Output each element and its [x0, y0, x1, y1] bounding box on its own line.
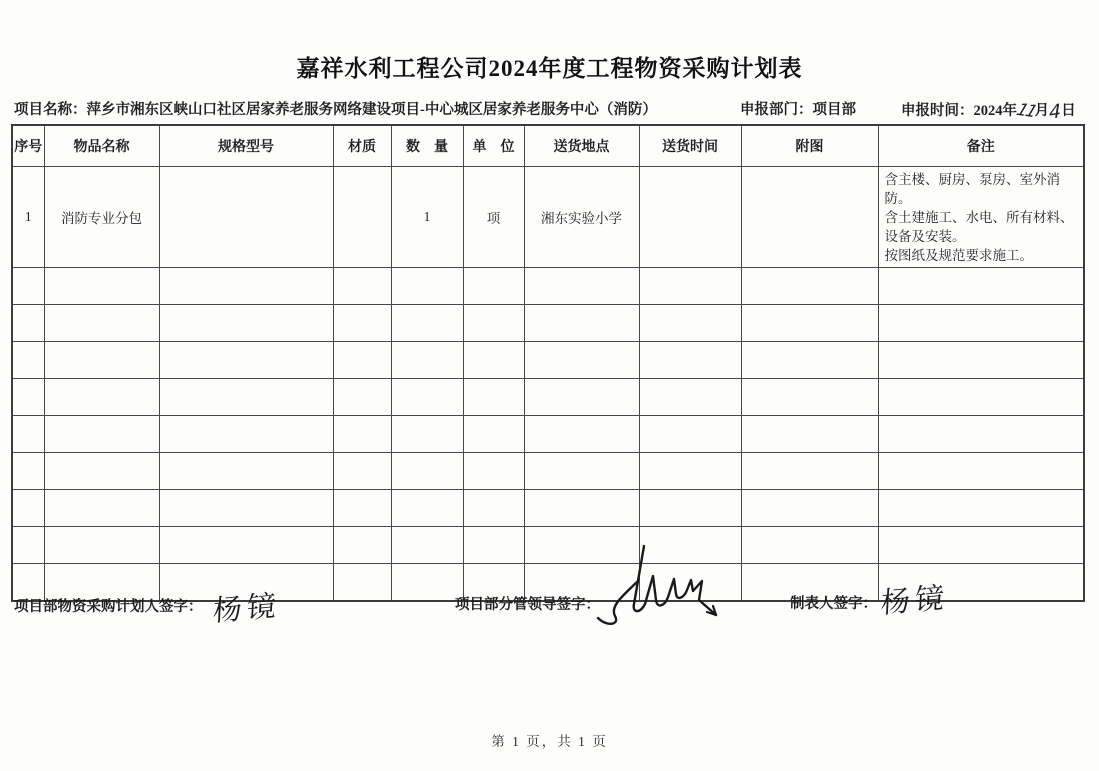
planner-signature-label: 项目部物资采购计划人签字：: [14, 599, 203, 615]
empty-cell: [463, 268, 524, 305]
empty-table-row: [12, 379, 1084, 416]
empty-cell: [391, 342, 463, 379]
empty-cell: [12, 305, 44, 342]
cell-location: 湘东实验小学: [524, 166, 639, 268]
empty-table-row: [12, 453, 1084, 490]
date-day-unit: 日: [1061, 103, 1076, 119]
cell-spec: [159, 166, 333, 268]
empty-cell: [741, 379, 878, 416]
empty-cell: [639, 416, 741, 453]
empty-cell: [391, 305, 463, 342]
cell-time: [639, 166, 741, 268]
empty-cell: [391, 268, 463, 305]
empty-cell: [463, 453, 524, 490]
empty-cell: [463, 416, 524, 453]
empty-table-row: [12, 416, 1084, 453]
empty-cell: [639, 490, 741, 527]
empty-cell: [333, 564, 391, 601]
cell-item-name: 消防专业分包: [44, 166, 159, 268]
empty-cell: [12, 527, 44, 564]
empty-cell: [524, 490, 639, 527]
date-label: 申报时间：: [901, 103, 974, 119]
date-month-unit: 月: [1034, 103, 1050, 119]
empty-cell: [639, 453, 741, 490]
empty-cell: [463, 305, 524, 342]
empty-cell: [333, 379, 391, 416]
empty-cell: [159, 268, 333, 305]
empty-table-row: [12, 342, 1084, 379]
project-name-value: 萍乡市湘东区峡山口社区居家养老服务网络建设项目-中心城区居家养老服务中心（消防）: [86, 102, 657, 118]
empty-table-row: [12, 490, 1084, 527]
empty-cell: [741, 305, 878, 342]
empty-cell: [741, 268, 878, 305]
empty-cell: [878, 416, 1084, 453]
empty-cell: [333, 342, 391, 379]
empty-cell: [524, 453, 639, 490]
empty-cell: [639, 342, 741, 379]
empty-cell: [44, 305, 159, 342]
empty-cell: [741, 527, 878, 564]
header-time: 送货时间: [639, 125, 741, 166]
header-qty: 数 量: [391, 125, 463, 166]
project-name-label: 项目名称：: [14, 102, 87, 118]
header-attachment: 附图: [741, 125, 878, 166]
empty-cell: [44, 379, 159, 416]
page-number: 第 1 页，共 1 页: [491, 734, 608, 749]
remark-line: 按图纸及规范要求施工。: [884, 248, 1033, 264]
empty-table-row: [12, 305, 1084, 342]
empty-cell: [333, 527, 391, 564]
empty-cell: [391, 379, 463, 416]
empty-cell: [878, 453, 1084, 490]
cell-qty: 1: [391, 166, 463, 268]
table-body: [12, 166, 1084, 601]
header-item-name: 物品名称: [44, 125, 159, 166]
procurement-table: [11, 124, 1085, 602]
empty-cell: [391, 527, 463, 564]
empty-cell: [878, 490, 1084, 527]
empty-cell: [878, 379, 1084, 416]
cell-unit: 项: [463, 166, 524, 268]
project-name-field: [14, 98, 657, 119]
empty-cell: [44, 453, 159, 490]
empty-cell: [44, 268, 159, 305]
table-header-row: [12, 125, 1084, 166]
empty-cell: [391, 453, 463, 490]
empty-cell: [878, 268, 1084, 305]
leader-signature-label: 项目部分管领导签字：: [455, 597, 600, 613]
empty-cell: [878, 342, 1084, 379]
empty-cell: [524, 305, 639, 342]
empty-cell: [159, 416, 333, 453]
header-material: 材质: [333, 125, 391, 166]
empty-cell: [333, 453, 391, 490]
empty-cell: [12, 268, 44, 305]
empty-cell: [878, 527, 1084, 564]
empty-cell: [463, 490, 524, 527]
header-location: 送货地点: [524, 125, 639, 166]
empty-cell: [159, 527, 333, 564]
empty-cell: [524, 416, 639, 453]
empty-cell: [44, 342, 159, 379]
empty-cell: [524, 268, 639, 305]
cell-seq: 1: [12, 166, 44, 268]
empty-cell: [639, 379, 741, 416]
maker-signature-label: 制表人签字：: [790, 596, 877, 612]
empty-cell: [333, 305, 391, 342]
empty-cell: [159, 379, 333, 416]
empty-cell: [878, 305, 1084, 342]
empty-cell: [333, 490, 391, 527]
empty-cell: [44, 490, 159, 527]
empty-cell: [639, 305, 741, 342]
cell-attachment: [741, 166, 878, 268]
empty-cell: [741, 490, 878, 527]
empty-cell: [639, 268, 741, 305]
empty-cell: [391, 564, 463, 601]
empty-cell: [44, 527, 159, 564]
header-remark: 备注: [878, 125, 1084, 166]
cell-material: [333, 166, 391, 268]
empty-cell: [524, 379, 639, 416]
empty-cell: [12, 416, 44, 453]
date-year: 2024年: [973, 103, 1017, 119]
empty-cell: [463, 379, 524, 416]
empty-cell: [524, 342, 639, 379]
header-unit: 单 位: [463, 125, 524, 166]
empty-cell: [333, 416, 391, 453]
empty-cell: [159, 453, 333, 490]
empty-table-row: [12, 268, 1084, 305]
empty-cell: [463, 527, 524, 564]
empty-table-row: [12, 527, 1084, 564]
empty-cell: [463, 342, 524, 379]
empty-cell: [391, 490, 463, 527]
page-title: 嘉祥水利工程公司2024年度工程物资采购计划表: [296, 56, 803, 81]
date-field: [901, 98, 1076, 124]
planner-signature-handwritten: 杨镜: [212, 589, 282, 629]
empty-cell: [333, 268, 391, 305]
date-day-handwritten: 4: [1048, 100, 1062, 124]
empty-cell: [44, 416, 159, 453]
empty-cell: [12, 379, 44, 416]
empty-cell: [391, 416, 463, 453]
department-value: 项目部: [812, 102, 856, 118]
empty-cell: [159, 342, 333, 379]
empty-cell: [12, 453, 44, 490]
empty-cell: [159, 490, 333, 527]
cell-remark: [878, 166, 1084, 268]
empty-cell: [12, 490, 44, 527]
empty-cell: [159, 305, 333, 342]
empty-cell: [741, 342, 878, 379]
table-row: [12, 166, 1084, 268]
leader-signature-scribble: [588, 538, 728, 638]
header-seq: 序号: [12, 125, 44, 166]
empty-cell: [12, 342, 44, 379]
empty-cell: [741, 453, 878, 490]
department-field: [740, 98, 856, 119]
date-month-handwritten: 11: [1013, 100, 1039, 122]
remark-line: 含主楼、厨房、泵房、室外消防。: [884, 171, 1060, 206]
empty-cell: [741, 416, 878, 453]
maker-signature-handwritten: 杨镜: [880, 581, 950, 621]
remark-line: 含土建施工、水电、所有材料、设备及安装。: [884, 209, 1074, 244]
header-spec: 规格型号: [159, 125, 333, 166]
department-label: 申报部门：: [740, 102, 813, 118]
